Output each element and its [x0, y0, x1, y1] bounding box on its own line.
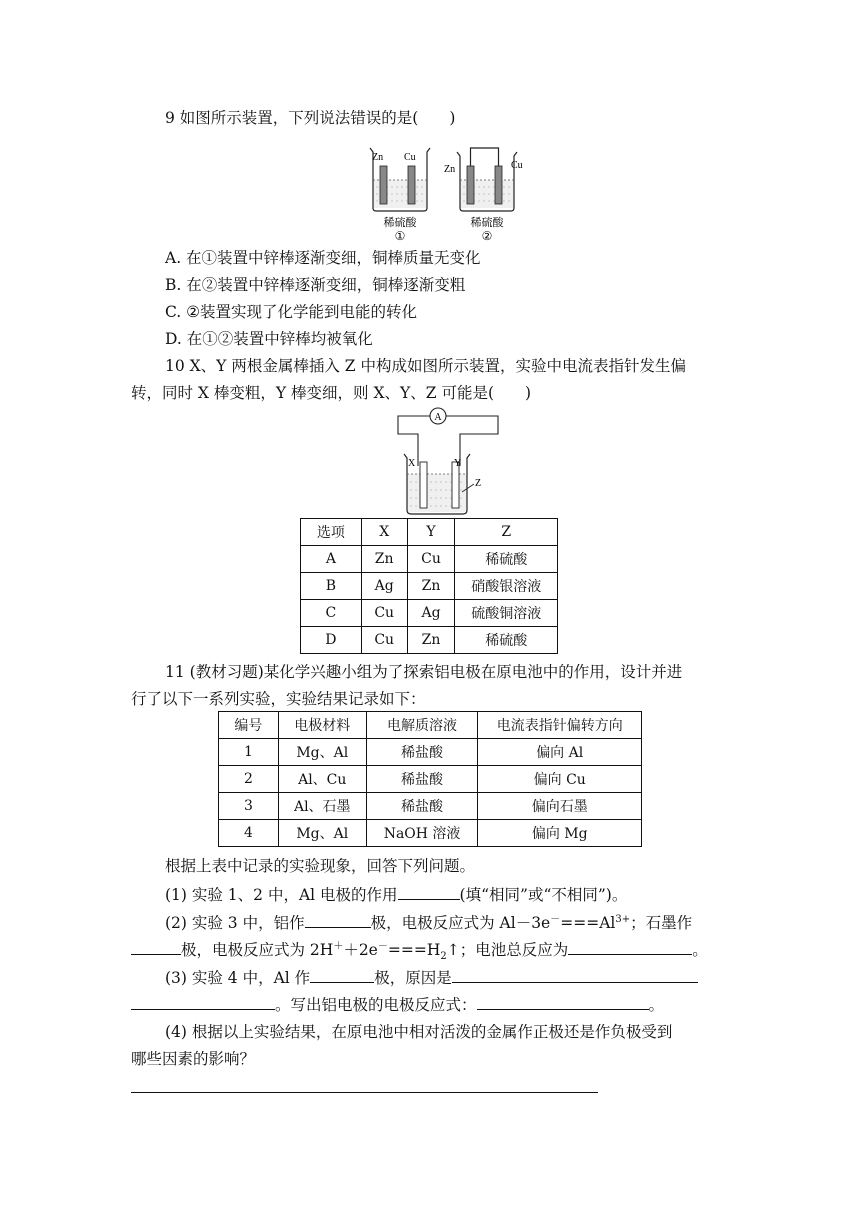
- fig1-cu-label: Cu: [404, 152, 416, 163]
- q11-part1-text: (1) 实验 1、2 中，Al 电极的作用: [165, 886, 398, 904]
- superscript: ＋: [333, 940, 344, 952]
- table-header-cell: Y: [407, 519, 455, 546]
- table-cell: Al、Cu: [278, 766, 366, 793]
- q11-part3-text: 。写出铝电极的电极反应式：: [275, 996, 477, 1014]
- q11-part2-text: 。: [692, 941, 708, 959]
- superscript: －: [377, 940, 388, 952]
- table-header-cell: 编号: [219, 712, 279, 739]
- table-row: [219, 766, 642, 793]
- q9-stem: 9 如图所示装置，下列说法错误的是( ): [165, 109, 456, 127]
- q11-stem-line2: 行了以下一系列实验，实验结果记录如下：: [131, 690, 426, 708]
- table-cell: Ag: [361, 573, 407, 600]
- fig2-zn-label: Zn: [444, 164, 456, 175]
- table-cell: Mg、Al: [278, 739, 366, 766]
- table-cell: 稀盐酸: [366, 793, 478, 820]
- solution-z-label: Z: [475, 478, 482, 489]
- q10-stem-line1: 10 X、Y 两根金属棒插入 Z 中构成如图所示装置，实验中电流表指针发生偏: [165, 357, 686, 375]
- table-header-cell: 选项: [301, 519, 362, 546]
- q9-option-a: A. 在①装置中锌棒逐渐变细，铜棒质量无变化: [165, 249, 481, 267]
- answer-blank[interactable]: [452, 967, 698, 983]
- table-cell: 偏向 Al: [478, 739, 642, 766]
- table-row: [219, 739, 642, 766]
- table-cell: Al、石墨: [278, 793, 366, 820]
- q11-part3-line1: [165, 967, 698, 988]
- q11-part4-line1: (4) 根据以上实验结果，在原电池中相对活泼的金属作正极还是作负极受到: [165, 1023, 673, 1041]
- q9-figure: [360, 140, 530, 248]
- table-row: [301, 627, 558, 654]
- table-cell: 硫酸铜溶液: [455, 600, 558, 627]
- q11-part2-text: 极，电极反应式为 2H: [181, 941, 334, 959]
- q9-option-b: B. 在②装置中锌棒逐渐变细，铜棒逐渐变粗: [165, 276, 466, 294]
- table-header-cell: X: [361, 519, 407, 546]
- table-cell: 3: [219, 793, 279, 820]
- q11-part2-text: ＋2e: [343, 941, 378, 959]
- fig1-solution-label: 稀硫酸: [383, 217, 417, 229]
- q9-option-d: D. 在①②装置中锌棒均被氧化: [165, 330, 373, 348]
- q11-part2-text: ===H: [387, 941, 441, 959]
- q11-part2-text: (2) 实验 3 中，铝作: [165, 914, 305, 932]
- q10-stem-line2: 转，同时 X 棒变粗，Y 棒变细，则 X、Y、Z 可能是( ): [131, 384, 532, 402]
- answer-line[interactable]: [131, 1092, 598, 1093]
- table-cell: 偏向 Cu: [478, 766, 642, 793]
- table-cell: C: [301, 600, 362, 627]
- table-cell: A: [301, 546, 362, 573]
- table-header-cell: 电流表指针偏转方向: [478, 712, 642, 739]
- q9-option-c: C. ②装置实现了化学能到电能的转化: [165, 303, 418, 321]
- table-cell: NaOH 溶液: [366, 820, 478, 847]
- q11-results-table: [218, 711, 642, 847]
- table-cell: 1: [219, 739, 279, 766]
- q11-part3-text: (3) 实验 4 中，Al 作: [165, 969, 311, 987]
- table-header-row: [219, 712, 642, 739]
- q11-part2-line2: [131, 939, 708, 963]
- q11-part3-line2: [131, 994, 664, 1015]
- answer-blank[interactable]: [131, 994, 275, 1010]
- fig1-zn-label: Zn: [372, 152, 384, 163]
- table-cell: 4: [219, 820, 279, 847]
- table-cell: Ag: [407, 600, 455, 627]
- table-header-cell: 电极材料: [278, 712, 366, 739]
- q11-part2-text: 极，电极反应式为 Al－3e: [370, 914, 551, 932]
- q11-part3-text: 极，原因是: [374, 969, 452, 987]
- table-cell: 稀盐酸: [366, 766, 478, 793]
- q11-part4-line2: 哪些因素的影响？: [131, 1050, 256, 1068]
- answer-blank[interactable]: [568, 939, 692, 955]
- table-row: [301, 573, 558, 600]
- table-cell: B: [301, 573, 362, 600]
- table-header-cell: Z: [455, 519, 558, 546]
- table-row: [219, 820, 642, 847]
- superscript: 3+: [615, 913, 631, 925]
- table-cell: Cu: [361, 627, 407, 654]
- ammeter-label: A: [434, 412, 442, 423]
- fig2-number: ②: [481, 229, 493, 243]
- table-cell: Zn: [407, 573, 455, 600]
- beaker-1: [370, 148, 430, 243]
- table-row: [301, 600, 558, 627]
- q10-options-table: [300, 518, 558, 654]
- table-cell: 稀硫酸: [455, 546, 558, 573]
- table-cell: 硝酸银溶液: [455, 573, 558, 600]
- fig2-cu-label: Cu: [511, 160, 523, 171]
- q11-part3-text: 。: [648, 996, 665, 1014]
- table-cell: 2: [219, 766, 279, 793]
- fig2-solution-label: 稀硫酸: [470, 217, 504, 229]
- table-row: [219, 793, 642, 820]
- table-row: [301, 546, 558, 573]
- superscript: －: [550, 913, 561, 925]
- fig1-number: ①: [394, 229, 406, 243]
- beaker-2: [444, 148, 523, 243]
- answer-blank[interactable]: [305, 912, 371, 928]
- answer-blank[interactable]: [310, 967, 374, 983]
- table-cell: 稀盐酸: [366, 739, 478, 766]
- q11-part1: [165, 884, 627, 905]
- q11-part1-text: (填“相同”或“不相同”)。: [459, 886, 628, 904]
- electrode-y-label: Y: [454, 458, 462, 469]
- q11-part2-text: ↑；电池总反应为: [446, 941, 569, 959]
- table-cell: 稀硫酸: [455, 627, 558, 654]
- answer-blank[interactable]: [398, 884, 460, 900]
- table-cell: Cu: [407, 546, 455, 573]
- electrode-x-label: X: [408, 458, 416, 469]
- table-cell: Cu: [361, 600, 407, 627]
- table-header-cell: 电解质溶液: [366, 712, 478, 739]
- table-cell: Mg、Al: [278, 820, 366, 847]
- q11-part2-text: ；石墨作: [630, 914, 693, 932]
- q10-figure: [392, 404, 504, 518]
- table-cell: Zn: [407, 627, 455, 654]
- q11-stem-line1: 11 (教材习题)某化学兴趣小组为了探索铝电极在原电池中的作用，设计并进: [165, 663, 683, 681]
- table-cell: 偏向 Mg: [478, 820, 642, 847]
- answer-blank[interactable]: [477, 994, 649, 1010]
- subscript: 2: [440, 951, 447, 963]
- table-cell: Zn: [361, 546, 407, 573]
- table-cell: 偏向石墨: [478, 793, 642, 820]
- q11-part2-text: ===Al: [560, 914, 616, 932]
- q11-intro: 根据上表中记录的实验现象，回答下列问题。: [165, 857, 476, 875]
- answer-blank[interactable]: [131, 939, 181, 955]
- table-header-row: [301, 519, 558, 546]
- table-cell: D: [301, 627, 362, 654]
- q11-part2-line1: [165, 912, 692, 933]
